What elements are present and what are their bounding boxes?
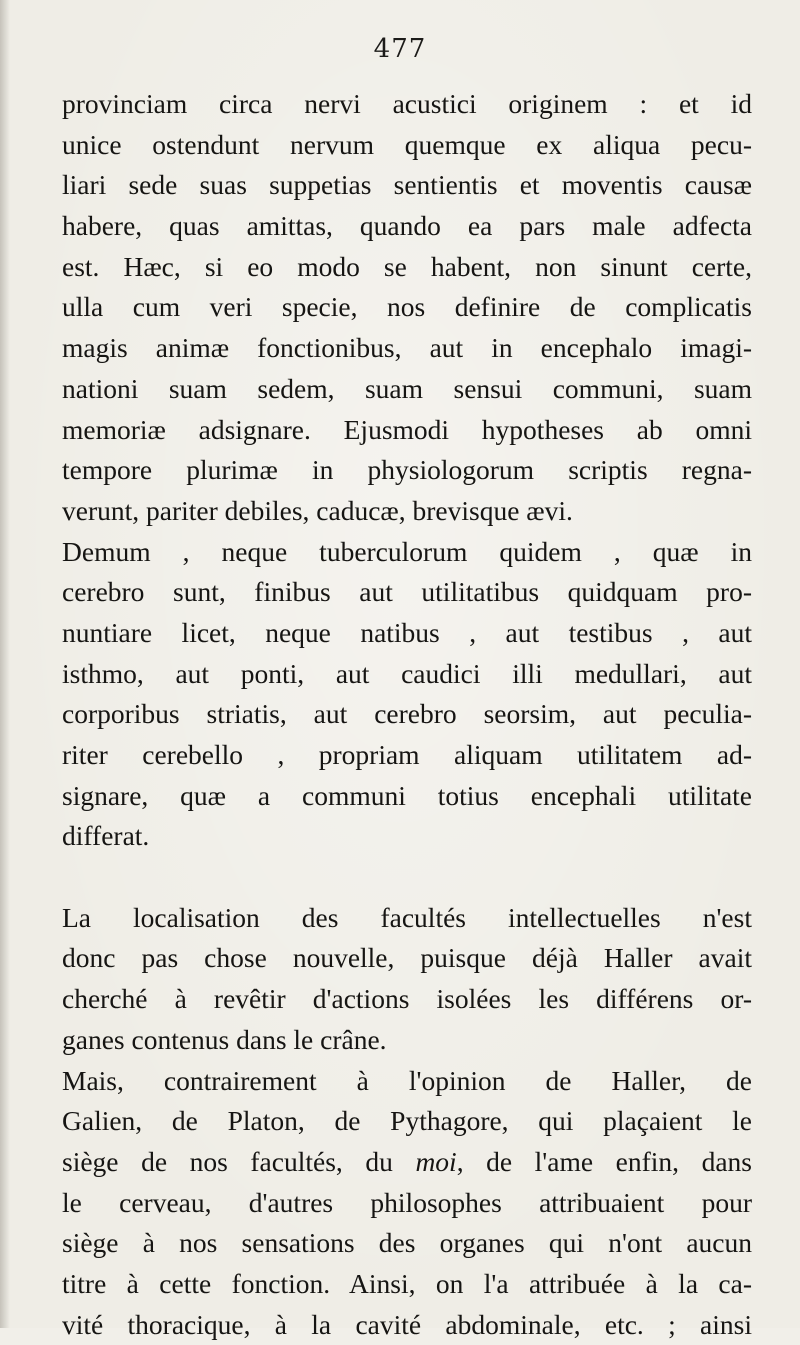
text-line: differat. — [62, 820, 150, 852]
text-line: memoriæ adsignare. Ejusmodi hypotheses ab omni — [62, 413, 752, 445]
text-line: siège de nos facultés, du moi, de l'ame enfin, dans — [62, 1145, 753, 1177]
text-line: provinciam circa nervi acustici originem : et id — [62, 88, 752, 119]
text-line: le cerveau, d'autres philosophes attribuaient pour — [62, 1186, 752, 1218]
text-line: cherché à revêtir d'actions isolées les différens or- — [62, 983, 752, 1015]
text-line: nationi suam sedem, suam sensui communi, suam — [62, 372, 752, 404]
page-number: 477 — [373, 34, 427, 64]
text-line: nuntiare licet, neque natibus , aut testibus , aut — [62, 616, 752, 648]
text-line: Demum , neque tuberculorum quidem , quæ in — [62, 535, 752, 567]
text-line: magis animæ fonctionibus, aut in encephalo imagi- — [62, 332, 752, 364]
text-line: unice ostendunt nervum quemque ex aliqua pecu- — [62, 128, 752, 160]
paragraph-gap — [62, 857, 752, 898]
text-line: ganes contenus dans le crâne. — [62, 1023, 387, 1055]
text-line: titre à cette fonction. Ainsi, on l'a attribuée à la ca- — [62, 1267, 752, 1299]
text-line: siège à nos sensations des organes qui n'ont aucun — [62, 1227, 752, 1259]
text-line: corporibus striatis, aut cerebro seorsim, aut peculia- — [62, 698, 752, 730]
text-line: isthmo, aut ponti, aut caudici illi medullari, aut — [62, 657, 752, 689]
text-line: signare, quæ a communi totius encephali utilitate — [62, 779, 752, 811]
text-line: Mais, contrairement à l'opinion de Haller, de — [62, 1064, 752, 1096]
text-line: Galien, de Platon, de Pythagore, qui plaçaient le — [62, 1105, 752, 1137]
text-line: cerebro sunt, finibus aut utilitatibus quidquam pro- — [62, 576, 752, 608]
page-edge-shadow — [0, 0, 10, 1328]
text-line: vité thoracique, à la cavité abdominale, etc. ; ainsi — [62, 1308, 752, 1340]
text-line: est. Hæc, si eo modo se habent, non sinunt certe, — [62, 250, 752, 282]
text-line: ulla cum veri specie, nos definire de complicatis — [62, 291, 752, 323]
body-text — [62, 84, 752, 1345]
italic-word: moi — [415, 1145, 457, 1177]
text-line: verunt, pariter debiles, caducæ, brevisque ævi. — [62, 494, 573, 526]
text-line: La localisation des facultés intellectuelles n'est — [62, 901, 752, 933]
text-line: tempore plurimæ in physiologorum scriptis regna- — [62, 454, 752, 486]
text-line: habere, quas amittas, quando ea pars male adfecta — [62, 210, 752, 242]
text-line: liari sede suas suppetias sentientis et moventis causæ — [62, 169, 752, 201]
text-line: riter cerebello , propriam aliquam utilitatem ad- — [62, 739, 752, 770]
text-line: donc pas chose nouvelle, puisque déjà Haller avait — [62, 942, 752, 974]
